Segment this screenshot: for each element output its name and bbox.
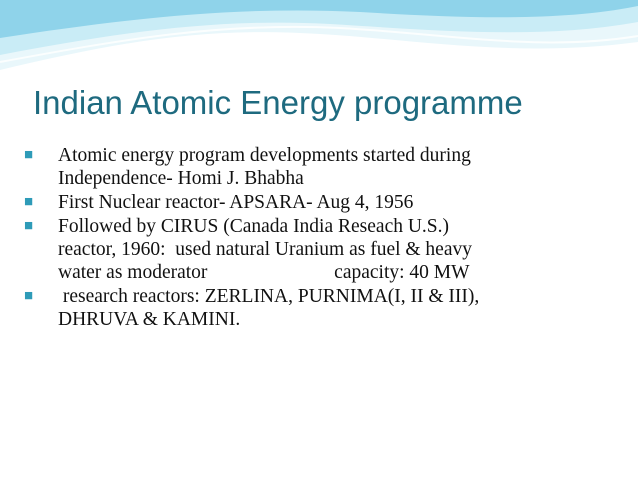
bullet-text-line: research reactors: ZERLINA, PURNIMA(I, II & III), bbox=[58, 286, 480, 307]
bullet-text-line: reactor, 1960: used natural Uranium as fuel & heavy bbox=[58, 239, 472, 260]
bullet-text-line: water as moderator capacity: 40 MW bbox=[58, 262, 470, 283]
bullet-square-icon: ■ bbox=[24, 218, 34, 234]
bullet-item bbox=[24, 191, 624, 214]
bullet-text-line: Followed by CIRUS (Canada India Reseach U.S.) bbox=[58, 216, 450, 237]
bullet-item bbox=[24, 215, 624, 284]
bullet-square-icon: ■ bbox=[24, 288, 34, 304]
slide-title: Indian Atomic Energy programme bbox=[33, 84, 523, 121]
bullet-item bbox=[24, 144, 624, 190]
bullet-square-icon: ■ bbox=[24, 147, 34, 163]
bullet-text-line: DHRUVA & KAMINI. bbox=[58, 309, 241, 330]
bullet-item bbox=[24, 285, 624, 331]
bullet-text-line: First Nuclear reactor- APSARA- Aug 4, 1956 bbox=[58, 192, 414, 213]
bullet-text-line: Independence- Homi J. Bhabha bbox=[58, 168, 304, 189]
bullet-text-line: Atomic energy program developments started during bbox=[58, 145, 471, 166]
bullet-square-icon: ■ bbox=[24, 194, 34, 210]
header-wave-decoration bbox=[0, 0, 638, 80]
bullet-list bbox=[24, 144, 624, 332]
